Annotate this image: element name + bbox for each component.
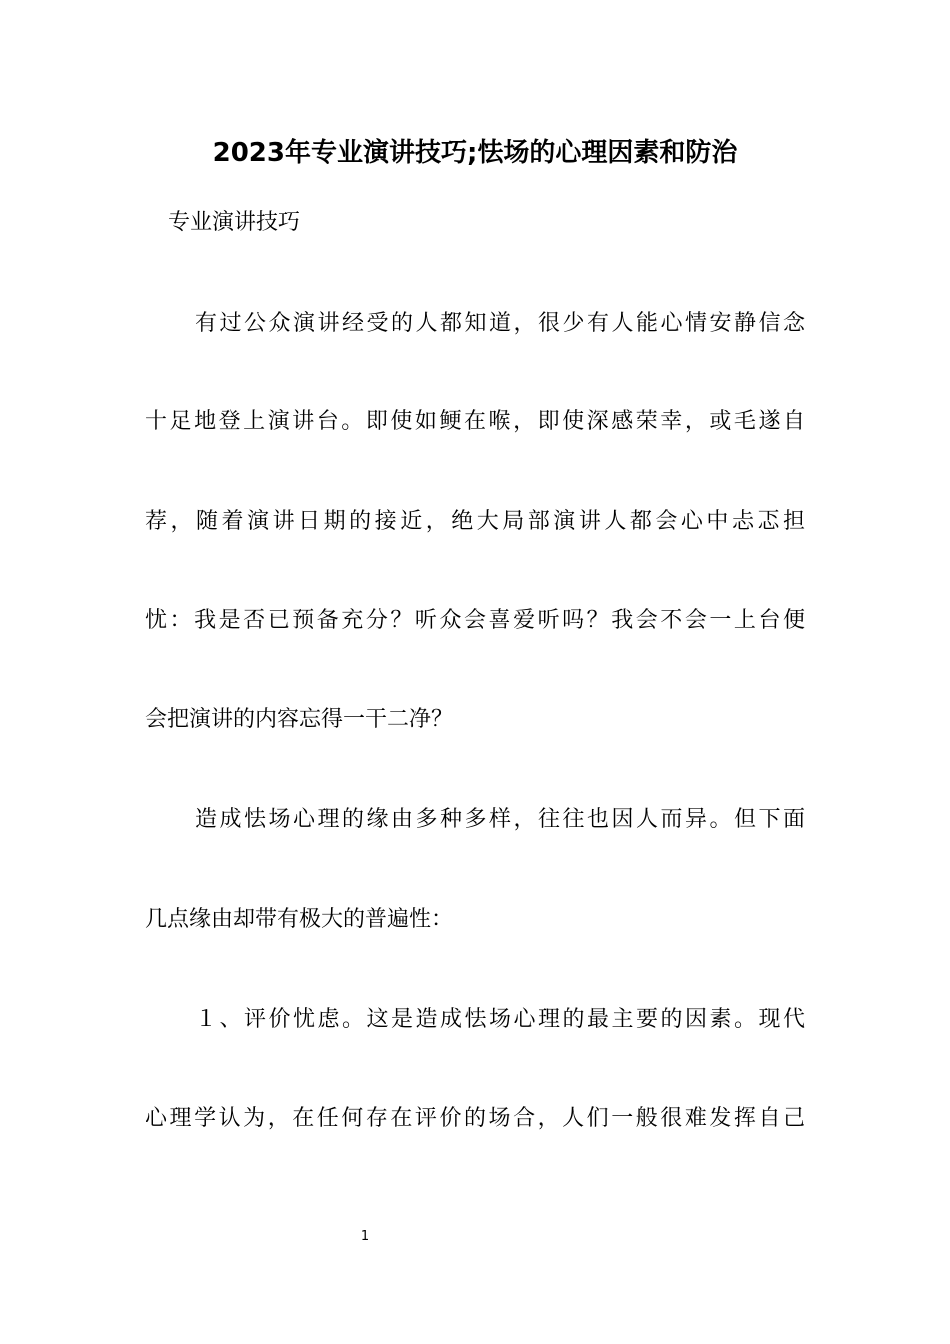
paragraph-line: １、评价忧虑。这是造成怯场心理的最主要的因素。现代 — [195, 1007, 805, 1032]
page-number: 1 — [360, 1229, 370, 1244]
paragraph-line: 造成怯场心理的缘由多种多样，往往也因人而异。但下面 — [195, 807, 805, 832]
paragraph-line: 荐，随着演讲日期的接近，绝大局部演讲人都会心中忐忑担 — [145, 509, 805, 534]
paragraph-line: 有过公众演讲经受的人都知道，很少有人能心情安静信念 — [195, 311, 805, 336]
document-title: 2023年专业演讲技巧;怯场的心理因素和防治 — [212, 138, 738, 168]
paragraph-line: 十足地登上演讲台。即使如鲠在喉，即使深感荣幸，或毛遂自 — [145, 409, 805, 434]
paragraph-line: 几点缘由却带有极大的普遍性： — [145, 907, 454, 932]
paragraph-line: 心理学认为，在任何存在评价的场合，人们一般很难发挥自己 — [145, 1106, 805, 1131]
paragraph-line: 会把演讲的内容忘得一干二净？ — [145, 707, 454, 732]
document-subtitle: 专业演讲技巧 — [168, 210, 301, 235]
paragraph-line: 忧：我是否已预备充分？听众会喜爱听吗？我会不会一上台便 — [145, 608, 805, 633]
